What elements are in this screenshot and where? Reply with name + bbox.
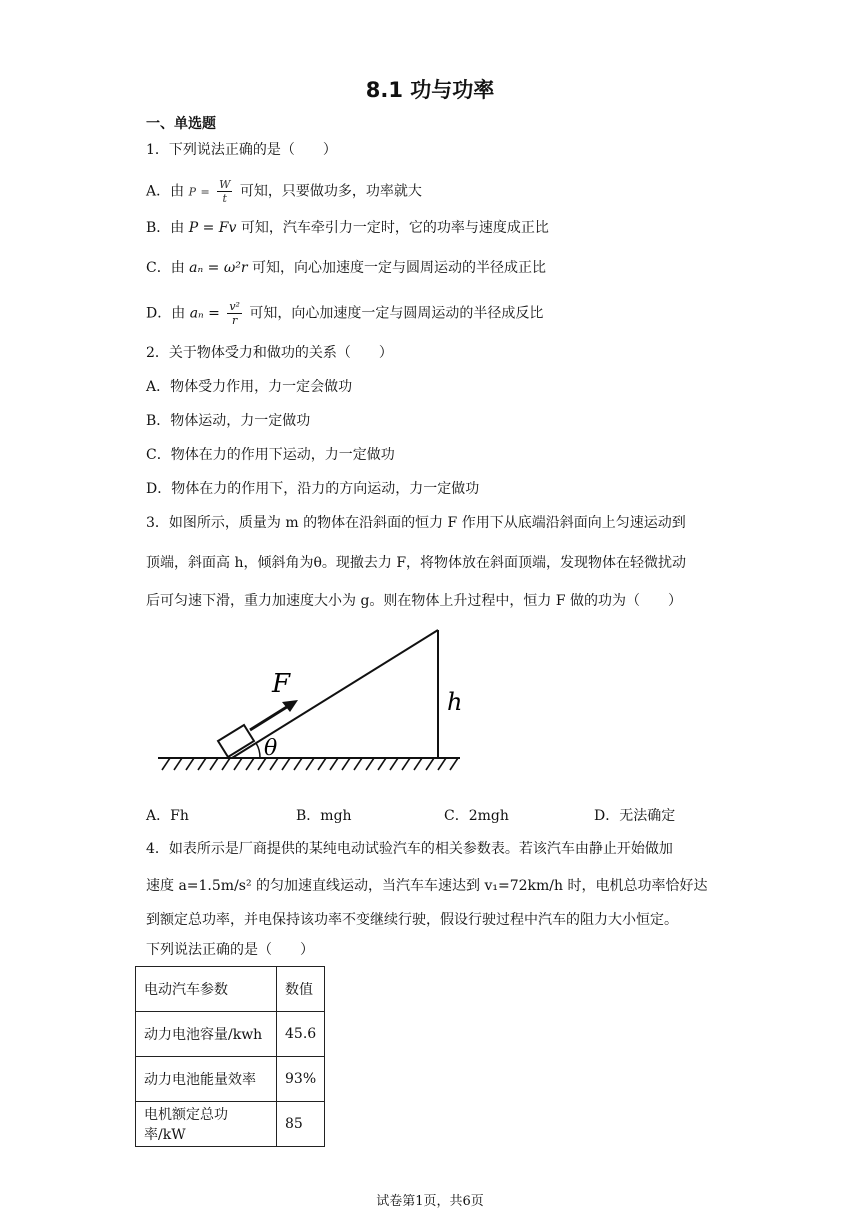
q1-b-suffix: 可知，汽车牵引力一定时，它的功率与速度成正比 xyxy=(240,220,549,236)
q1-d-prefix: D．由 xyxy=(146,305,186,322)
q1-a-prefix: A．由 xyxy=(146,183,185,200)
table-row xyxy=(136,1012,325,1057)
height-label: h xyxy=(447,688,463,716)
q4-line-3: 到额定总功率，并电保持该功率不变继续行驶，假设行驶过程中汽车的阻力大小恒定。 xyxy=(146,912,678,928)
q3-option-c: C．2mgh xyxy=(444,808,509,824)
q1-b-prefix: B．由 xyxy=(146,220,185,236)
q2-option-d: D．物体在力的作用下，沿力的方向运动，力一定做功 xyxy=(146,481,480,497)
table-cell: 电机额定总功率/kW xyxy=(136,1102,277,1147)
incline-surface xyxy=(232,630,438,758)
q1-a-lhs: P xyxy=(188,185,196,199)
q1-d-frac-num: v² xyxy=(229,300,240,313)
section-heading: 一、单选题 xyxy=(146,116,216,132)
q4-line-4: 下列说法正确的是（ ） xyxy=(146,942,314,958)
q1-a-frac-den: t xyxy=(222,192,227,205)
q1-stem: 1．下列说法正确的是（ ） xyxy=(146,142,337,158)
table-cell: 动力电池容量/kwh xyxy=(136,1012,277,1057)
table-row xyxy=(136,1102,325,1147)
q1-a-suffix: 可知，只要做功多，功率就大 xyxy=(239,183,422,200)
table-cell: 85 xyxy=(277,1102,325,1147)
q3-option-d: D．无法确定 xyxy=(594,808,676,824)
q1-a-frac-num: W xyxy=(219,178,231,191)
q2-option-a: A．物体受力作用，力一定会做功 xyxy=(146,379,353,395)
q3-option-b: B．mgh xyxy=(296,808,352,824)
q3-line-3: 后可匀速下滑，重力加速度大小为 g。则在物体上升过程中，恒力 F 做的功为（ ） xyxy=(146,593,683,609)
q3-line-2: 顶端，斜面高 h，倾斜角为θ。现撤去力 F，将物体放在斜面顶端，发现物体在轻微扰动 xyxy=(146,555,687,571)
q4-line-1: 4．如表所示是厂商提供的某纯电动试验汽车的相关参数表。若该汽车由静止开始做加 xyxy=(146,841,673,857)
table-cell: 45.6 xyxy=(277,1012,325,1057)
page-title: 8.1 功与功率 xyxy=(365,78,495,102)
q1-option-c xyxy=(146,258,546,278)
incline-diagram xyxy=(152,620,472,780)
q1-d-fraction xyxy=(227,300,242,327)
ground-hatching xyxy=(162,758,458,770)
q1-d-lhs: aₙ = xyxy=(189,305,220,322)
table-cell: 93% xyxy=(277,1057,325,1102)
q1-b-formula: P = Fv xyxy=(188,220,237,236)
q1-option-a xyxy=(146,178,422,205)
q2-option-b: B．物体运动，力一定做功 xyxy=(146,413,311,429)
block xyxy=(218,725,254,757)
table-header-row xyxy=(136,967,325,1012)
page-footer: 试卷第1页，共6页 xyxy=(376,1194,484,1209)
q1-c-formula: aₙ = ω²r xyxy=(189,260,248,276)
table-cell: 动力电池能量效率 xyxy=(136,1057,277,1102)
q1-a-fraction xyxy=(217,178,232,205)
angle-label: θ xyxy=(264,736,278,761)
q1-option-d xyxy=(146,300,543,327)
table-row xyxy=(136,1057,325,1102)
q4-line-2: 速度 a=1.5m/s² 的匀加速直线运动，当汽车车速达到 v₁=72km/h 时，电机总功率恰好达 xyxy=(146,878,708,894)
force-label: F xyxy=(272,669,291,699)
table-header-cell: 数值 xyxy=(277,967,325,1012)
q2-stem: 2．关于物体受力和做功的关系（ ） xyxy=(146,345,393,361)
q1-a-eq: = xyxy=(200,185,210,199)
q3-option-a: A．Fh xyxy=(146,808,189,824)
q3-line-1: 3．如图所示，质量为 m 的物体在沿斜面的恒力 F 作用下从底端沿斜面向上匀速运动到 xyxy=(146,515,686,531)
q1-c-prefix: C．由 xyxy=(146,260,185,276)
angle-arc xyxy=(256,743,260,758)
ev-parameter-table xyxy=(135,966,325,1147)
q1-d-suffix: 可知，向心加速度一定与圆周运动的半径成反比 xyxy=(249,305,544,322)
table-header-cell: 电动汽车参数 xyxy=(136,967,277,1012)
q1-d-frac-den: r xyxy=(232,314,238,327)
q2-option-c: C．物体在力的作用下运动，力一定做功 xyxy=(146,447,395,463)
q1-c-suffix: 可知，向心加速度一定与圆周运动的半径成正比 xyxy=(252,260,546,276)
q1-option-b xyxy=(146,218,549,238)
